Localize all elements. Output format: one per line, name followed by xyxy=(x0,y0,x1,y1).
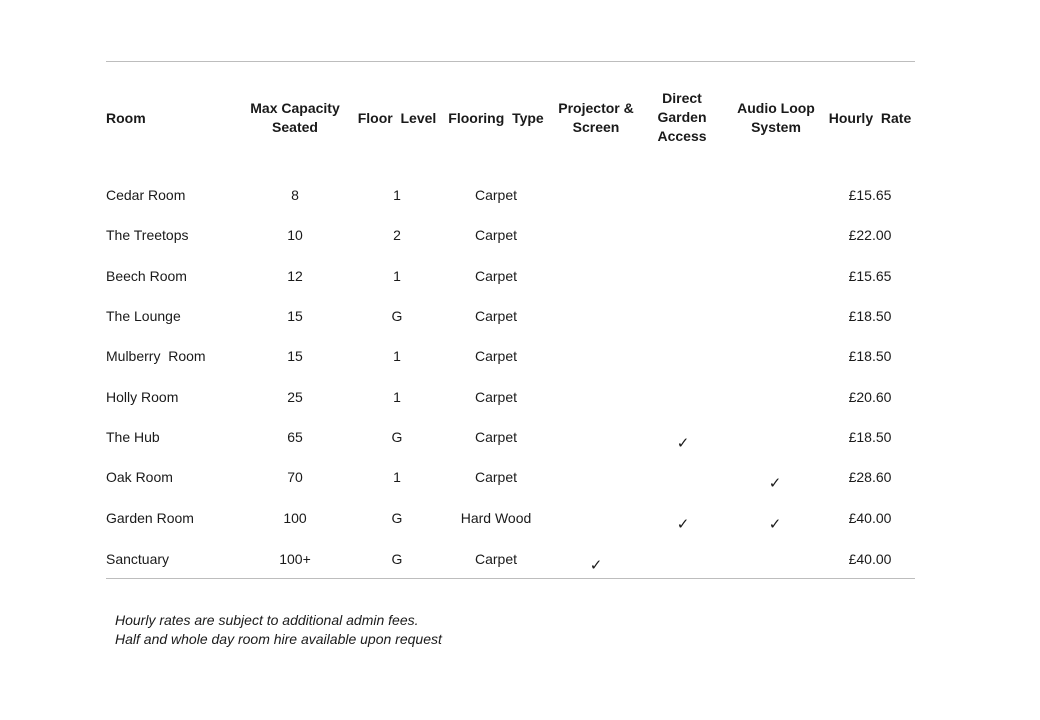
cell-rate: £28.60 xyxy=(848,469,892,485)
cell-capacity: 100 xyxy=(283,510,307,526)
cell-room: Sanctuary xyxy=(106,551,170,567)
cell-room: Beech Room xyxy=(106,268,187,284)
cell-room: The Lounge xyxy=(106,308,181,324)
cell-room: The Hub xyxy=(106,429,160,445)
cell-floor: 1 xyxy=(393,268,401,284)
cell-flooring: Carpet xyxy=(474,308,518,324)
cell-capacity: 25 xyxy=(287,389,303,405)
checkmark-icon: ✓ xyxy=(676,516,690,533)
note-day-hire: Half and whole day room hire available upon request xyxy=(115,631,442,647)
cell-rate: £40.00 xyxy=(848,551,892,567)
cell-flooring: Carpet xyxy=(474,389,518,405)
bottom-divider xyxy=(106,578,915,579)
cell-rate: £15.65 xyxy=(848,187,892,203)
cell-room: Garden Room xyxy=(106,510,194,526)
cell-room: Mulberry Room xyxy=(106,348,206,364)
top-divider xyxy=(106,61,915,62)
cell-flooring: Carpet xyxy=(474,187,518,203)
cell-rate: £20.60 xyxy=(848,389,892,405)
cell-rate: £40.00 xyxy=(848,510,892,526)
cell-flooring: Hard Wood xyxy=(460,510,532,526)
cell-room: Cedar Room xyxy=(106,187,186,203)
checkmark-icon: ✓ xyxy=(589,557,603,574)
cell-floor: 2 xyxy=(393,227,401,243)
cell-room: Holly Room xyxy=(106,389,179,405)
header-floor: Floor Level xyxy=(357,110,437,126)
cell-flooring: Carpet xyxy=(474,469,518,485)
cell-rate: £15.65 xyxy=(848,268,892,284)
cell-capacity: 70 xyxy=(287,469,303,485)
header-flooring: Flooring Type xyxy=(448,110,544,126)
cell-capacity: 15 xyxy=(287,348,303,364)
checkmark-icon: ✓ xyxy=(768,516,782,533)
cell-floor: G xyxy=(391,308,403,324)
cell-rate: £22.00 xyxy=(848,227,892,243)
cell-room: The Treetops xyxy=(106,227,189,243)
cell-rate: £18.50 xyxy=(848,429,892,445)
cell-rate: £18.50 xyxy=(848,348,892,364)
checkmark-icon: ✓ xyxy=(676,435,690,452)
cell-floor: G xyxy=(391,551,403,567)
cell-capacity: 100+ xyxy=(279,551,311,567)
cell-floor: 1 xyxy=(393,348,401,364)
header-room: Room xyxy=(106,110,146,126)
cell-floor: 1 xyxy=(393,389,401,405)
cell-floor: 1 xyxy=(393,187,401,203)
cell-capacity: 12 xyxy=(287,268,303,284)
cell-flooring: Carpet xyxy=(474,551,518,567)
cell-capacity: 8 xyxy=(291,187,299,203)
cell-floor: G xyxy=(391,429,403,445)
cell-room: Oak Room xyxy=(106,469,173,485)
cell-floor: 1 xyxy=(393,469,401,485)
note-admin-fees: Hourly rates are subject to additional admin fees. xyxy=(115,612,419,628)
cell-capacity: 65 xyxy=(287,429,303,445)
cell-rate: £18.50 xyxy=(848,308,892,324)
header-audio: Audio Loop System xyxy=(737,100,815,135)
header-capacity: Max Capacity Seated xyxy=(250,100,340,135)
cell-flooring: Carpet xyxy=(474,268,518,284)
checkmark-icon: ✓ xyxy=(768,475,782,492)
cell-capacity: 15 xyxy=(287,308,303,324)
cell-flooring: Carpet xyxy=(474,348,518,364)
header-projector: Projector & Screen xyxy=(558,100,634,135)
header-garden: Direct Garden Access xyxy=(657,90,707,144)
header-rate: Hourly Rate xyxy=(828,110,912,126)
cell-capacity: 10 xyxy=(287,227,303,243)
cell-flooring: Carpet xyxy=(474,227,518,243)
cell-floor: G xyxy=(391,510,403,526)
cell-flooring: Carpet xyxy=(474,429,518,445)
